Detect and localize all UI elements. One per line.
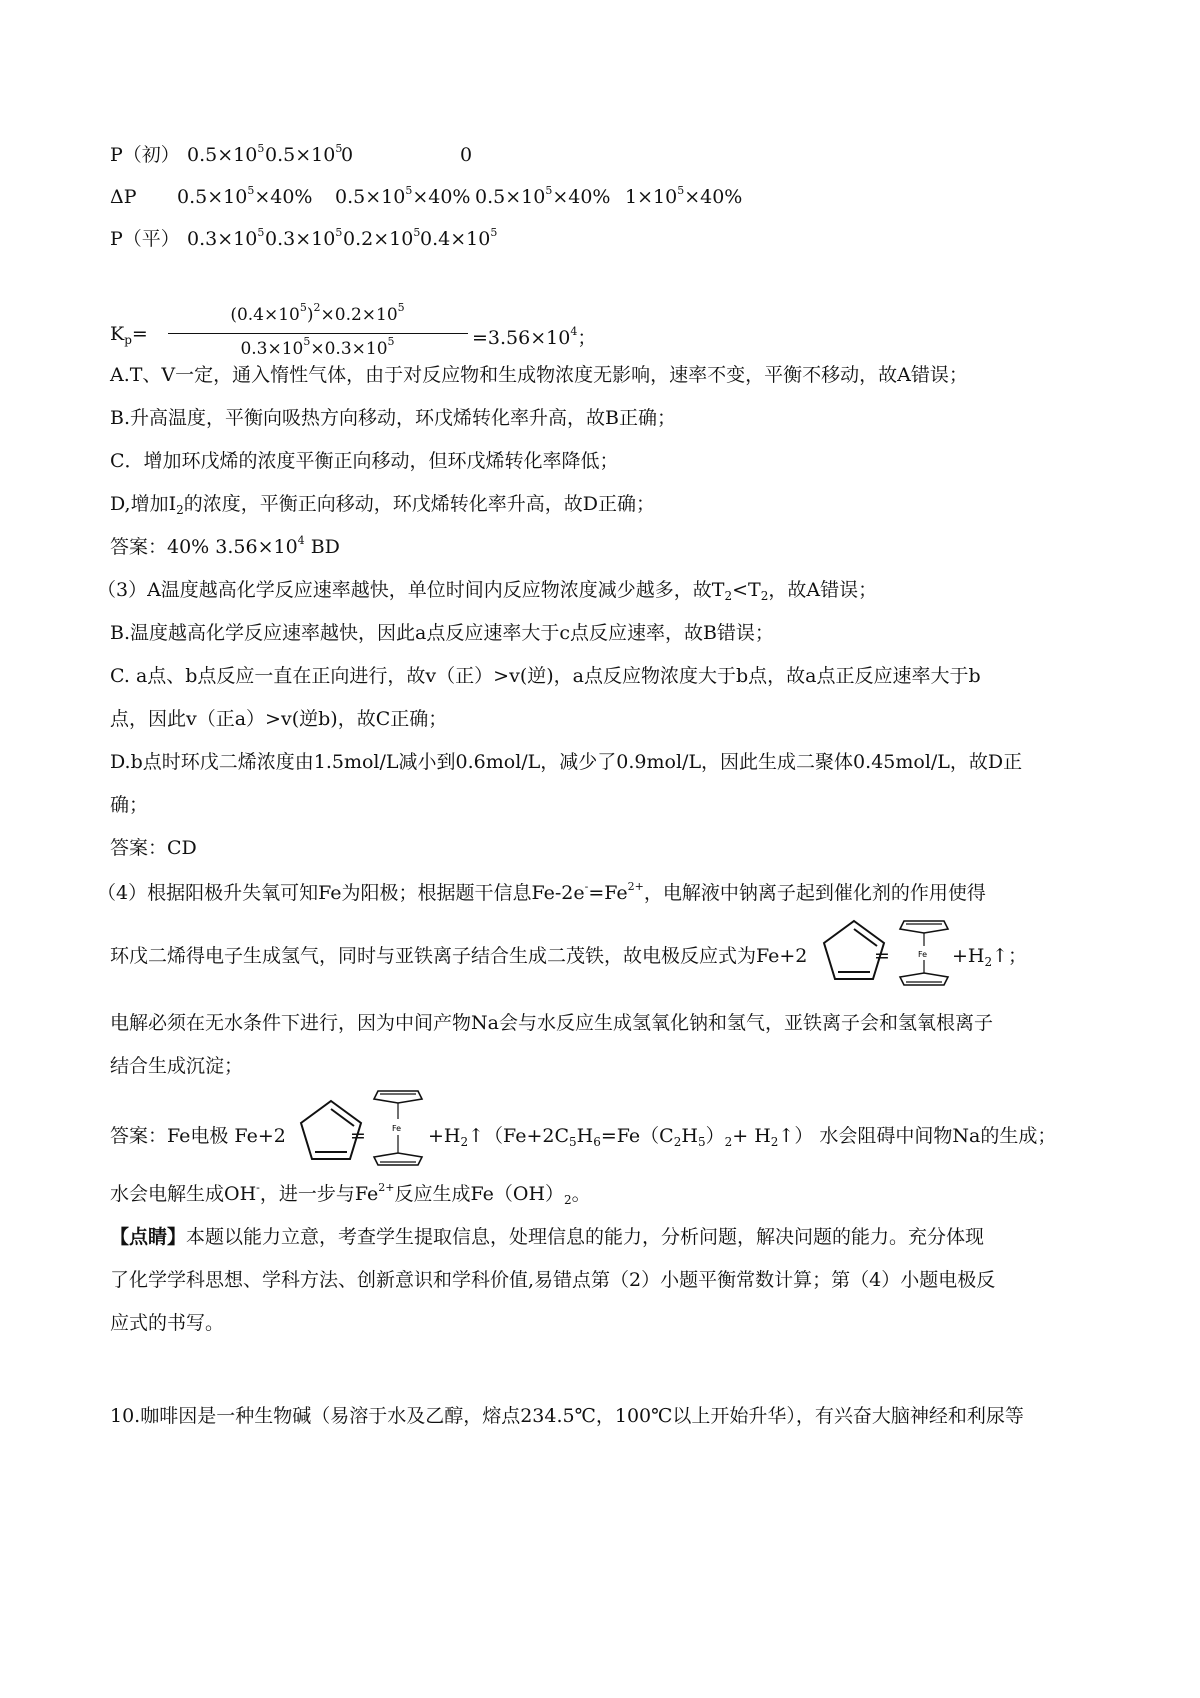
part-3-option-d: D.b点时环戊二烯浓度由1.5mol/L减小到0.6mol/L，减少了0.9mol/L，因此生成二聚体0.45mol/L，故D正 <box>110 751 1023 773</box>
part-3-option-b: B.温度越高化学反应速率越快，因此a点反应速率大于c点反应速率，故B错误； <box>110 622 774 644</box>
option-a: A.T、V一定，通入惰性气体，由于对反应物和生成物浓度无影响，速率不变，平衡不移动，故A错误； <box>110 364 968 386</box>
row-label: P（初） <box>110 144 180 166</box>
svg-text:Fe: Fe <box>392 1124 402 1133</box>
tip-paragraph-cont: 了化学学科思想、学科方法、创新意识和学科价值,易错点第（2）小题平衡常数计算；第（4）小题电极反 <box>110 1269 996 1291</box>
tip-heading: 【点睛】 <box>110 1226 187 1248</box>
kp-denominator: $0.3\times 10^5\times 0.3\times 10^5$ <box>240 335 395 359</box>
answer-3: 答案：CD <box>110 837 197 859</box>
document-page: P（初） $0.5\times 10^5$ $0.5\times 10^5$ 0 0 ΔP $0.5\times 10^5\times 40\%$ $0.5\times 10^5\times 40\%$ $0.5\times 10^5\times 40\%$ $1\times 10^5\times 40\%$ P（平） $0.3\times 10^5$ $0.3\times 10^5$ $0.2\times 10^5$ $0.4\times 10^5$ $K_p=$ $(0.4\times 10^5)^2\times 0.2\times 10^5$ $0.3\times 10^5\times 0.3\times 10^5$ $=3.56\times 10^4$； A.T、V一定，通入惰性气体，由于对反应物和生成物浓度无影响，速率不变，平衡不移动，故A错误； B.升高温度，平衡向吸热方向移动，环戊烯转化率升高，故B正确； C．增加环戊烯的浓度平衡正向移动，但环戊烯转化率降低； D,增加$I_2$的浓度，平衡正向移动，环戊烯转化率升高，故D正确； 答案：40% $3.56\times 10^4$ BD （3）A温度越高化学反应速率越快，单位时间内反应物浓度减少越多，故$T_2<T_2$，故A错误； B.温度越高化学反应速率越快，因此a点反应速率大于c点反应速率，故B错误； C. a点、b点反应一直在正向进行，故v（正）>v(逆)，a点反应物浓度大于b点，故a点正反应速率大于b 点，因此v（正a）>v(逆b)，故C正确； D.b点时环戊二烯浓度由1.5mol/L减小到0.6mol/L，减少了0.9mol/L，因此生成二聚体0.45mol/L，故D正 确； 答案：CD （4）根据阳极升失氧可知Fe为阳极；根据题干信息$Fe-2e^-=Fe^{2+}$，电解液中钠离子起到催化剂的作用使得 环戊二烯得电子生成氢气，同时与亚铁离子结合生成二茂铁，故电极反应式为Fe+2 = Fe $+H_2↑$； 电解必须在无水条件下进行，因为中间产物Na会与水反应生成氢氧化钠和氢气，亚铁离子会和氢氧根离子 结合生成沉淀； 答案：Fe电极 Fe+2 = Fe $+H_2↑(Fe+2C_5H_6=Fe(C_2H_5)_2+$ $H_2↑$） 水会阻碍中间物Na的生成； 水会电解生成OH-，进一步与$Fe^{2+}$反应生成$Fe(OH)_2$。 【点睛】本题以能力立意，考查学生提取信息，处理信息的能力，分析问题，解决问题的能力。充分体现 了化学学科思想、学科方法、创新意识和学科价值,易错点第（2）小题平衡常数计算；第（4）小题电极反 应式的书写。 10.咖啡因是一种生物碱（易溶于水及乙醇，熔点234.5℃，100℃以上开始升华），有兴奋大脑神经和利尿等 <box>97 142 1057 1427</box>
part-3-option-c-cont: 点，因此v（正a）>v(逆b)，故C正确； <box>110 708 448 730</box>
ferrocene-icon <box>896 913 952 993</box>
part-4-intro: （4）根据阳极升失氧可知Fe为阳极；根据题干信息$Fe-2e^-=Fe^{2+}$，电解液中钠离子起到催化剂的作用使得 <box>97 880 986 904</box>
part-3-option-a: （3）A温度越高化学反应速率越快，单位时间内反应物浓度减少越多，故$T_2<T_2$，故A错误； <box>97 579 878 603</box>
part-3-option-d-cont: 确； <box>110 794 149 816</box>
question-10: 10.咖啡因是一种生物碱（易溶于水及乙醇，熔点234.5℃，100℃以上开始升华），有兴奋大脑神经和利尿等 <box>110 1405 1024 1427</box>
ferrocene-icon <box>370 1083 426 1173</box>
tip-paragraph: 【点睛】本题以能力立意，考查学生提取信息，处理信息的能力，分析问题，解决问题的能力。充分体现 <box>110 1226 985 1248</box>
electrolysis-note-cont: 结合生成沉淀； <box>110 1055 244 1077</box>
tip-paragraph-end: 应式的书写。 <box>110 1312 225 1334</box>
fraction-bar <box>168 333 468 334</box>
svg-text:Fe: Fe <box>918 950 928 959</box>
option-c: C．增加环戊烯的浓度平衡正向移动，但环戊烯转化率降低； <box>110 450 619 472</box>
answer-2: 答案：40% $3.56\times 10^4$ BD <box>110 534 340 558</box>
electrolysis-note: 电解必须在无水条件下进行，因为中间产物Na会与水反应生成氢氧化钠和氢气，亚铁离子会和氢氧根离子 <box>110 1012 993 1034</box>
kp-numerator: $(0.4\times 10^5)^2\times 0.2\times 10^5$ <box>230 301 405 325</box>
option-d: D,增加$I_2$的浓度，平衡正向移动，环戊烯转化率升高，故D正确； <box>110 493 655 517</box>
option-b: B.升高温度，平衡向吸热方向移动，环戊烯转化率升高，故B正确； <box>110 407 676 429</box>
part-3-option-c: C. a点、b点反应一直在正向进行，故v（正）>v(逆)，a点反应物浓度大于b点，故a点正反应速率大于b <box>110 665 981 687</box>
water-note: 水会电解生成OH-，进一步与$Fe^{2+}$反应生成$Fe(OH)_2$。 <box>110 1181 591 1207</box>
